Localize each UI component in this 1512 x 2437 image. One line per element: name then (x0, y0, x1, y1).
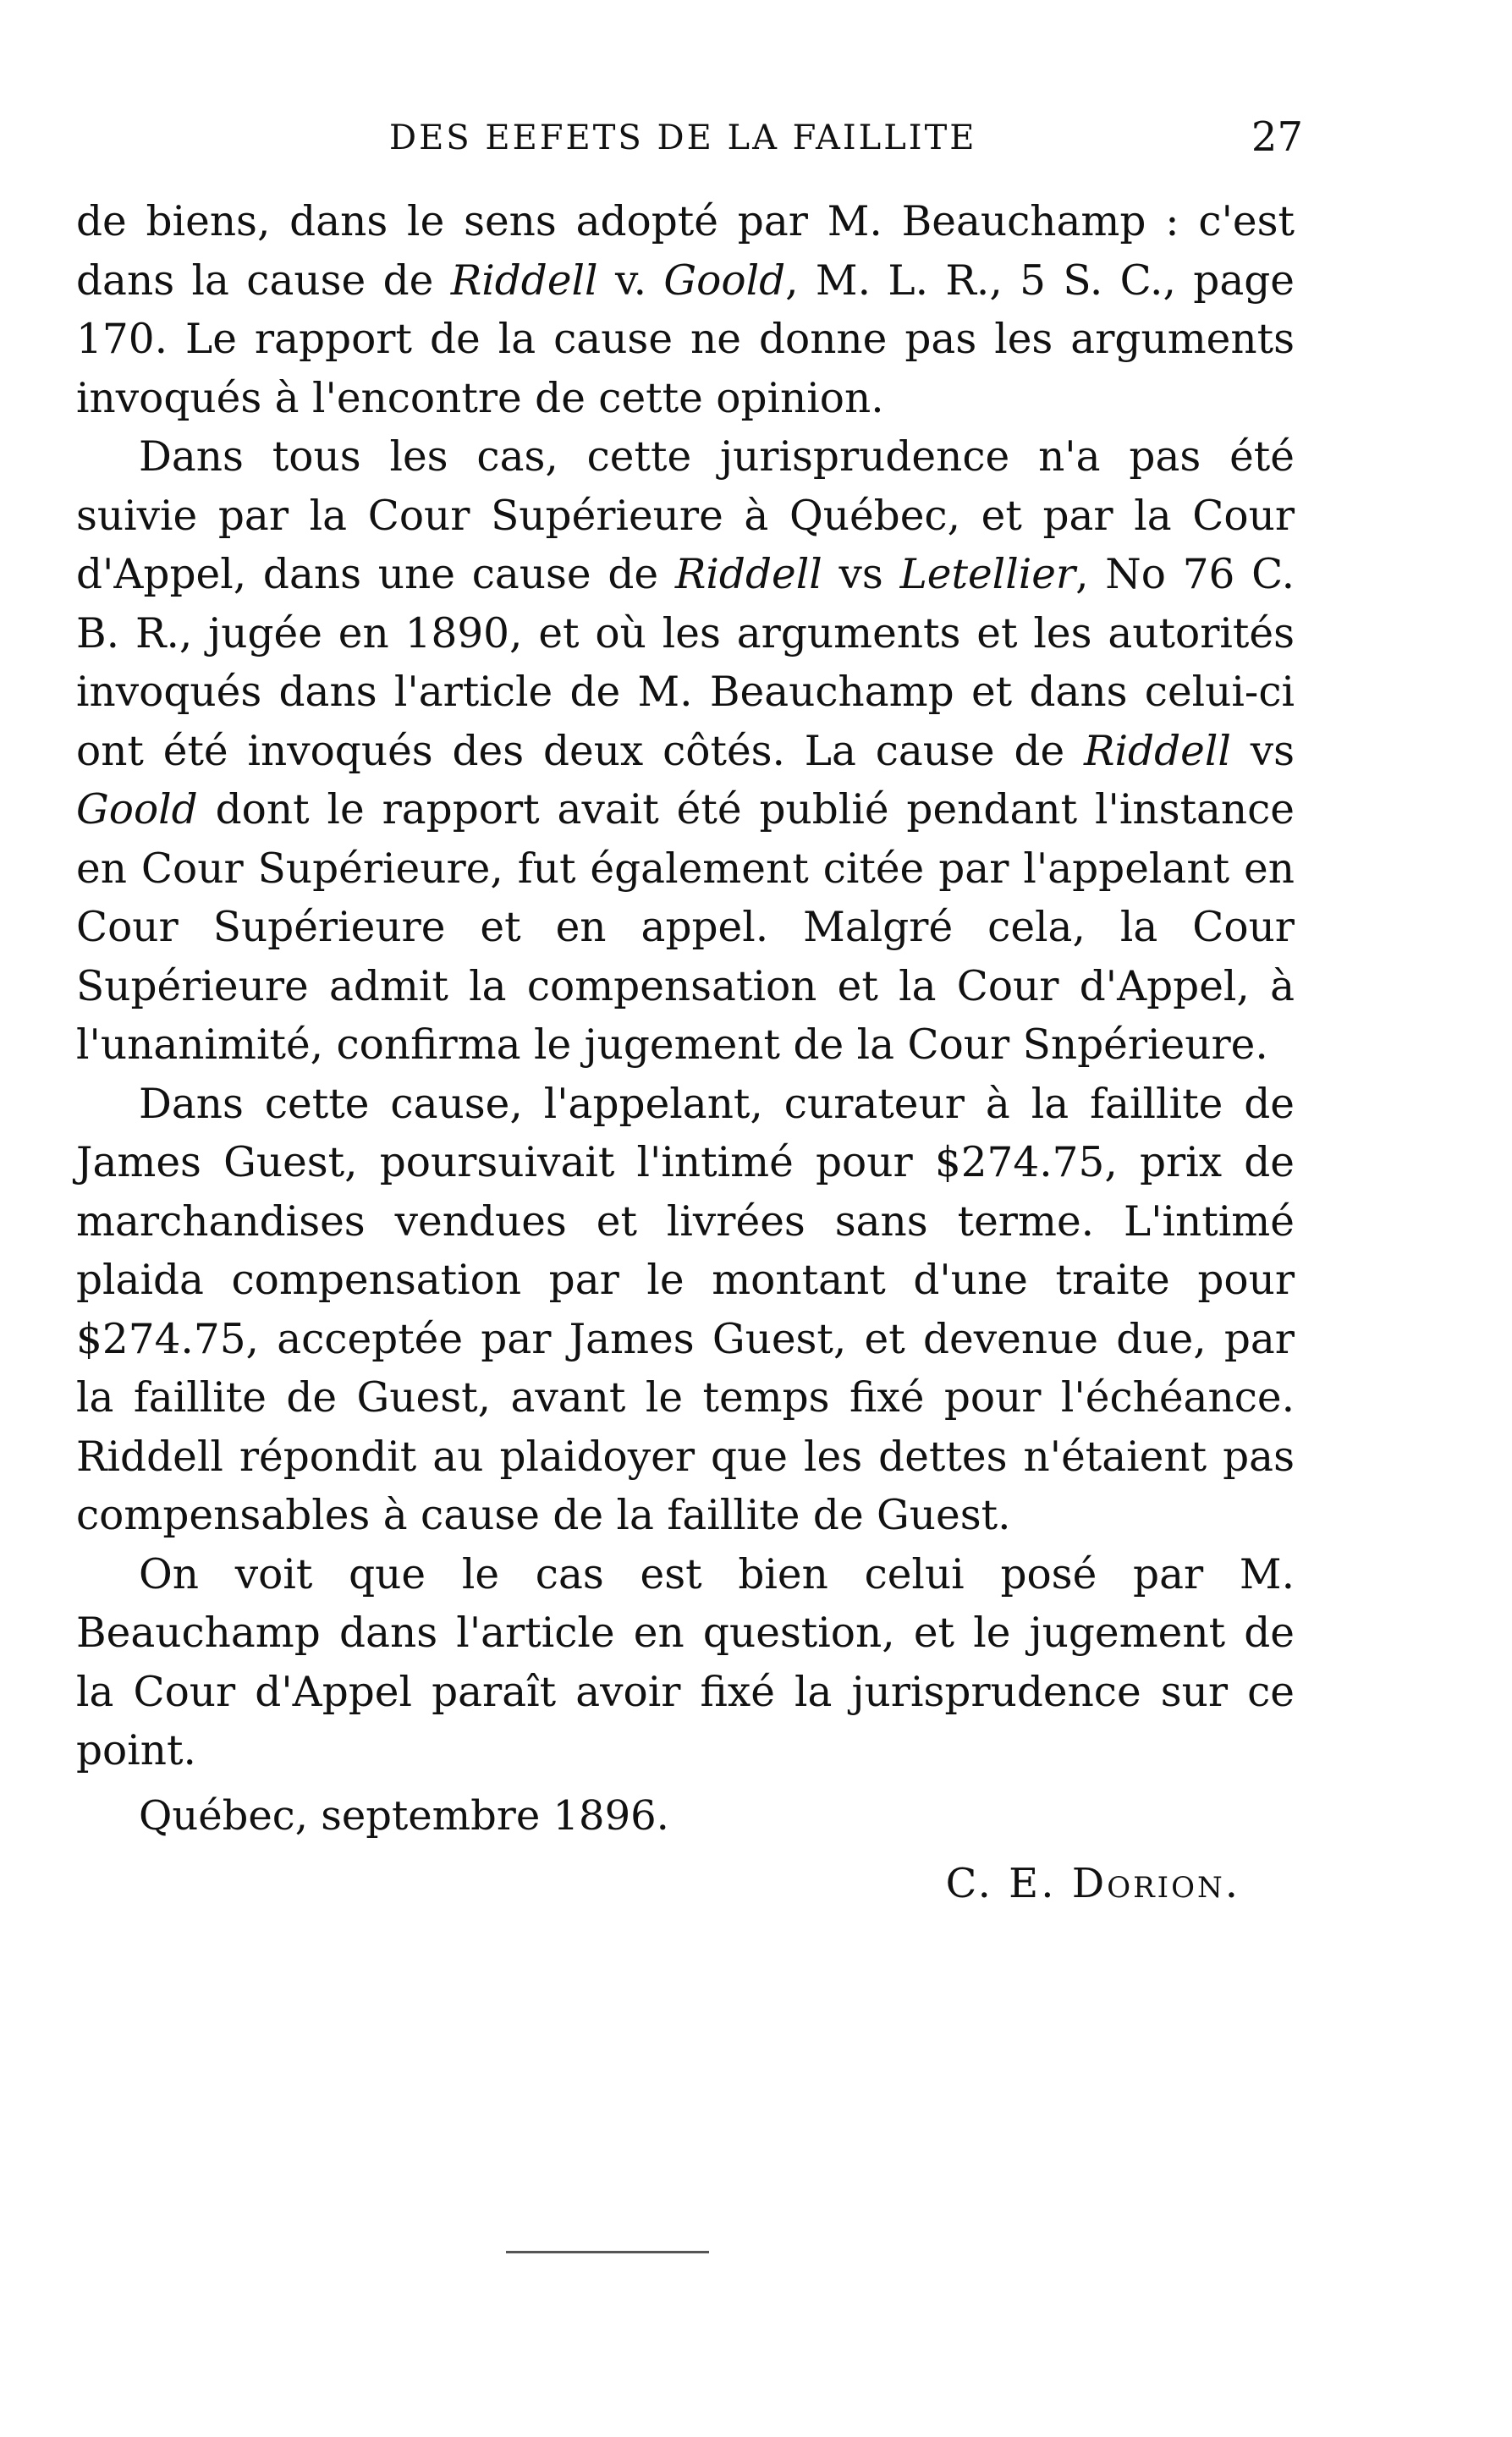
signature-surname: Dorion. (1071, 1859, 1240, 1907)
running-head (76, 113, 1303, 178)
body-text (76, 193, 1295, 1781)
paragraph-text: On voit que le cas est bien celui posé par M. Beauchamp dans l'article en question, et le jugement de la Cour d'Appel paraît avoir fixé la jurisprudence sur ce point. (76, 1550, 1295, 1774)
signature-initials: C. E. (945, 1859, 1057, 1907)
closing-rule (506, 2251, 709, 2253)
paragraph-text: vs (1230, 727, 1295, 775)
paragraph-text: vs (822, 551, 900, 598)
case-name: Riddell (674, 551, 822, 598)
paragraph-text: de biens, dans le sens adopté par M. Beauchamp : c'est dans la cause de (76, 198, 1295, 305)
paragraph (76, 193, 1295, 428)
running-title: DES EEFETS DE LA FAILLITE (389, 118, 977, 157)
case-name: Riddell (1084, 727, 1231, 775)
case-name: Letellier (899, 551, 1076, 598)
book-page (76, 113, 1303, 1913)
dateline: Québec, septembre 1896. (139, 1791, 669, 1840)
page-number: 27 (1251, 113, 1303, 161)
paragraph-text: Dans cette cause, l'appelant, curateur à la faillite de James Guest, poursuivait l'intimé pour $274.75, prix de marchandises vendues et livrées sans terme. L'intimé plaida compensation par le montant d'une traite pour $274.75, acceptée par James Guest, et devenue due, par la faillite de Guest, avant le temps fixé pour l'échéance. Riddell répondit au plaidoyer que les dettes n'étaient pas compensables à cause de la faillite de Guest. (76, 1080, 1295, 1539)
paragraph-text: , M. L. R., 5 S. C., page 170. Le rapport de la cause ne donne pas les arguments invoqués à l'encontre de cette opinion. (76, 256, 1295, 422)
paragraph (76, 428, 1295, 1075)
case-name: Goold (76, 786, 198, 833)
case-name: Goold (663, 256, 786, 305)
paragraph-text: Dans tous les cas, cette jurisprudence n'a pas été suivie par la Cour Supérieure à Québec, et par la Cour d'Appel, dans une cause de (76, 433, 1295, 598)
paragraph-text: , No 76 C. B. R., jugée en 1890, et où les arguments et les autorités invoqués dans l'article de M. Beauchamp et dans celui-ci ont été invoqués des deux côtés. La cause de (76, 551, 1295, 775)
paragraph-text: dont le rapport avait été publié pendant l'instance en Cour Supérieure, fut également citée par l'appelant en Cour Supérieure et en appel. Malgré cela, la Cour Supérieure admit la compensation et la Cour d'Appel, à l'unanimité, confirma le jugement de la Cour Snpérieure. (76, 786, 1295, 1069)
signature (76, 1854, 1295, 1913)
paragraph (76, 1075, 1295, 1546)
paragraph (76, 1546, 1295, 1781)
case-name: Riddell (450, 256, 598, 305)
paragraph-text: v. (597, 256, 664, 305)
